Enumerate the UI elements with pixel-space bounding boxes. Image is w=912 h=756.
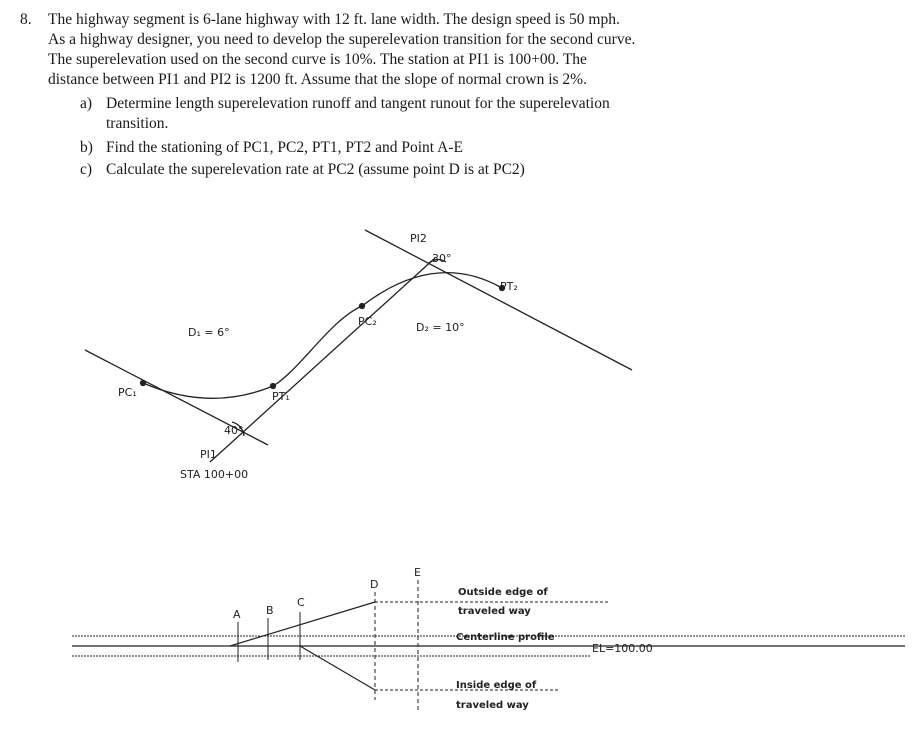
- tangent-line: [365, 230, 632, 370]
- outside-edge-label: Outside edge of: [458, 587, 548, 598]
- problem-number: 8.: [20, 11, 32, 28]
- pc2-label: PC₂: [358, 315, 377, 328]
- pi1-station-label: STA 100+00: [180, 468, 249, 481]
- inside-edge-label: traveled way: [456, 700, 529, 711]
- point-b-label: B: [266, 604, 274, 617]
- part-text: Calculate the superelevation rate at PC2 (assume point D is at PC2): [106, 161, 525, 178]
- pt2-label: PT₂: [500, 280, 518, 293]
- inside-edge-transition: [300, 646, 375, 690]
- profile-sketch: [72, 580, 905, 712]
- point-d-label: D: [370, 578, 379, 591]
- profile-labels: [233, 566, 653, 711]
- part-label: b): [80, 139, 93, 156]
- point-c-label: C: [297, 596, 305, 609]
- alignment-labels: [118, 232, 518, 481]
- alignment-sketch: [85, 230, 632, 462]
- pc1-label: PC₁: [118, 386, 137, 399]
- part-label: a): [80, 95, 93, 112]
- pi1-label: PI1: [200, 448, 217, 461]
- angle2-label: 30°: [432, 252, 452, 265]
- pt1-point: [271, 384, 276, 389]
- problem-line: distance between PI1 and PI2 is 1200 ft. Assume that the slope of normal crown is 2%.: [48, 71, 587, 88]
- pi2-label: PI2: [410, 232, 427, 245]
- pt1-label: PT₁: [272, 390, 290, 403]
- part-text: Find the stationing of PC1, PC2, PT1, PT2 and Point A-E: [106, 139, 463, 156]
- pc1-point: [141, 381, 146, 386]
- inside-edge-label: Inside edge of: [456, 680, 537, 691]
- outside-edge-label: traveled way: [458, 606, 531, 617]
- d1-label: D₁ = 6°: [188, 326, 230, 339]
- point-e-label: E: [414, 566, 421, 579]
- part-text: Determine length superelevation runoff and tangent runout for the superelevation: [106, 95, 610, 112]
- centerline-profile-label: Centerline profile: [456, 632, 555, 643]
- angle1-label: 40°: [224, 424, 244, 437]
- part-label: c): [80, 161, 93, 178]
- d2-label: D₂ = 10°: [416, 321, 465, 334]
- problem-line: The superelevation used on the second curve is 10%. The station at PI1 is 100+00. The: [48, 51, 587, 68]
- problem-line: As a highway designer, you need to develop the superelevation transition for the second curve.: [48, 31, 636, 48]
- problem-line: The highway segment is 6-lane highway with 12 ft. lane width. The design speed is 50 mph.: [48, 11, 620, 28]
- part-text: transition.: [106, 115, 169, 132]
- connector-curve: [273, 306, 362, 386]
- curve-1: [143, 383, 273, 398]
- curve-2: [362, 273, 502, 306]
- pc2-point: [360, 304, 365, 309]
- point-a-label: A: [233, 608, 241, 621]
- elevation-label: EL=100.00: [592, 642, 653, 655]
- tangent-line: [210, 258, 435, 462]
